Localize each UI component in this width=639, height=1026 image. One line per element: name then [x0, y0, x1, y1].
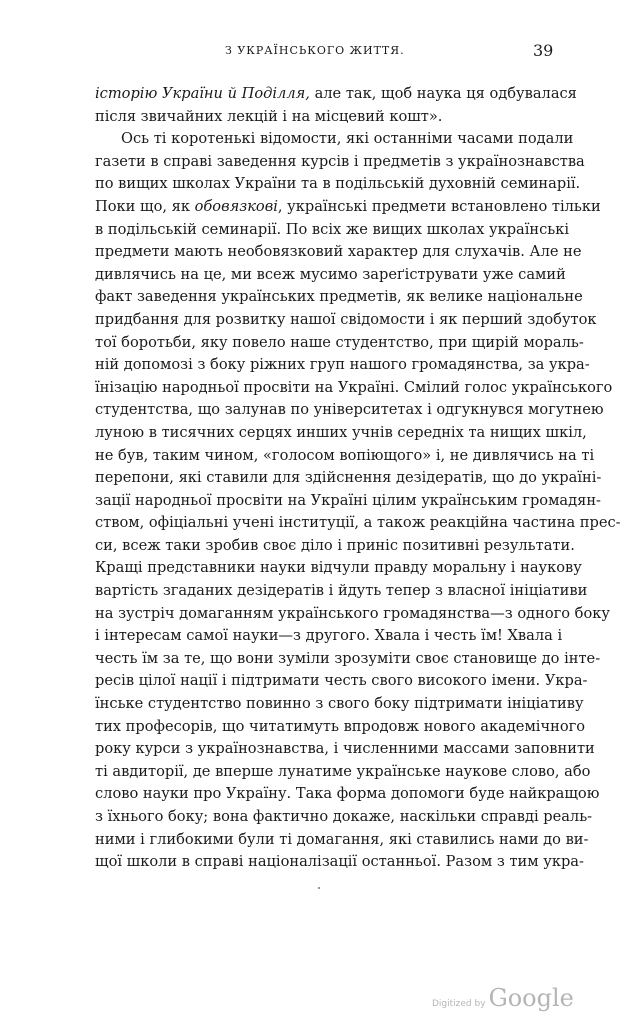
text-line: на зустріч домаганням українського громадянства—з одного боку — [95, 604, 610, 622]
text-line: перепони, які ставили для здійснення дезідератів, що до україні- — [95, 469, 602, 487]
text-line: тої боротьби, яку повело наше студентство, при щирій мораль- — [95, 333, 584, 351]
text-line: з їхнього боку; вона фактично докаже, наскільки справді реаль- — [95, 808, 593, 825]
body-text — [95, 83, 621, 874]
text-line: студентства, що залунав по університетах і одгукнувся могутнею — [95, 401, 604, 419]
text-line: ством, офіціальні учені інституції, а також реакційна частина прес- — [95, 514, 621, 532]
text-line: Кращі представники науки відчули правду моральну і наукову — [95, 559, 582, 577]
text-fragment: Поки що, як — [95, 197, 195, 215]
print-speck — [318, 887, 320, 889]
text-line: честь їм за те, що вони зуміли зрозуміти своє становище до інте- — [95, 649, 601, 667]
text-line: їнізацію народньої просвіти на Україні. Смілий голос українського — [95, 378, 613, 396]
text-line: в подільській семинарії. По всіх же вищих школах українські — [95, 220, 570, 238]
text-line: слово науки про Україну. Така форма допомоги буде найкращою — [95, 785, 600, 803]
paragraph-first-line: Ось ті коротенькі відомости, які останніми часами подали — [121, 130, 574, 148]
text-line: зації народньої просвіти на Україні цілим українським громадян- — [95, 491, 601, 509]
running-title: З УКРАЇНСЬКОГО ЖИТТЯ. — [225, 44, 405, 57]
page-number: 39 — [533, 41, 554, 60]
text-line: ті авдиторії, де вперше лунатиме українське наукове слово, або — [95, 762, 591, 780]
text-line: ній допомозі з боку ріжних груп нашого громадянства, за укра- — [95, 356, 590, 374]
text-fragment: але так, щоб наука ця одбувалася — [309, 85, 577, 102]
text-line — [95, 83, 577, 106]
digitized-by-label: Digitized by — [432, 999, 486, 1009]
text-line: не був, таким чином, «голосом вопіющого» і, не дивлячись на ті — [95, 446, 595, 464]
text-fragment: , українські предмети встановлено тільки — [277, 197, 601, 215]
text-line: по вищих школах України та в подільській духовній семинарії. — [95, 175, 581, 193]
text-line: їнське студентство повинно з свого боку підтримати ініціативу — [95, 695, 584, 713]
text-line: року курси з українознавства, і численними массами заповнити — [95, 740, 595, 758]
text-line: після звичайних лекцій і на місцевий кошт». — [95, 107, 443, 125]
text-line: ними і глибокими були ті домагання, які ставились нами до ви- — [95, 830, 589, 848]
google-logo: Google — [488, 984, 574, 1012]
text-line: вартість згаданих дезідератів і йдуть тепер з власної ініціативи — [95, 582, 588, 600]
italic-phrase: історію України й Поділля, — [95, 85, 310, 102]
text-line — [95, 196, 601, 219]
text-line: си, всеж таки зробив своє діло і приніс позитивні результати. — [95, 536, 575, 554]
text-line: газети в справі заведення курсів і предметів з українознавства — [95, 152, 585, 170]
text-line: луною в тисячних серцях инших учнів середніх та нищих шкіл, — [95, 423, 587, 441]
text-line: предмети мають необовязковий характер для слухачів. Але не — [95, 243, 582, 261]
digitized-watermark — [432, 984, 574, 1012]
text-line: тих професорів, що читатимуть впродовж нового академічного — [95, 717, 586, 735]
text-line: факт заведення українських предметів, як велике національне — [95, 288, 583, 306]
text-line: дивлячись на це, ми всеж мусимо зареґіструвати уже самий — [95, 265, 566, 283]
text-line: і інтересам самої науки—з другого. Хвала і честь їм! Хвала і — [95, 627, 563, 645]
text-line: щої школи в справі націоналізації останньої. Разом з тим укра- — [95, 853, 584, 871]
italic-word: обовязкові — [194, 197, 278, 215]
text-line: ресів цілої нації і підтримати честь свого високого імени. Укра- — [95, 672, 588, 690]
text-line: придбання для розвитку нашої свідомости і як перший здобуток — [95, 310, 597, 328]
